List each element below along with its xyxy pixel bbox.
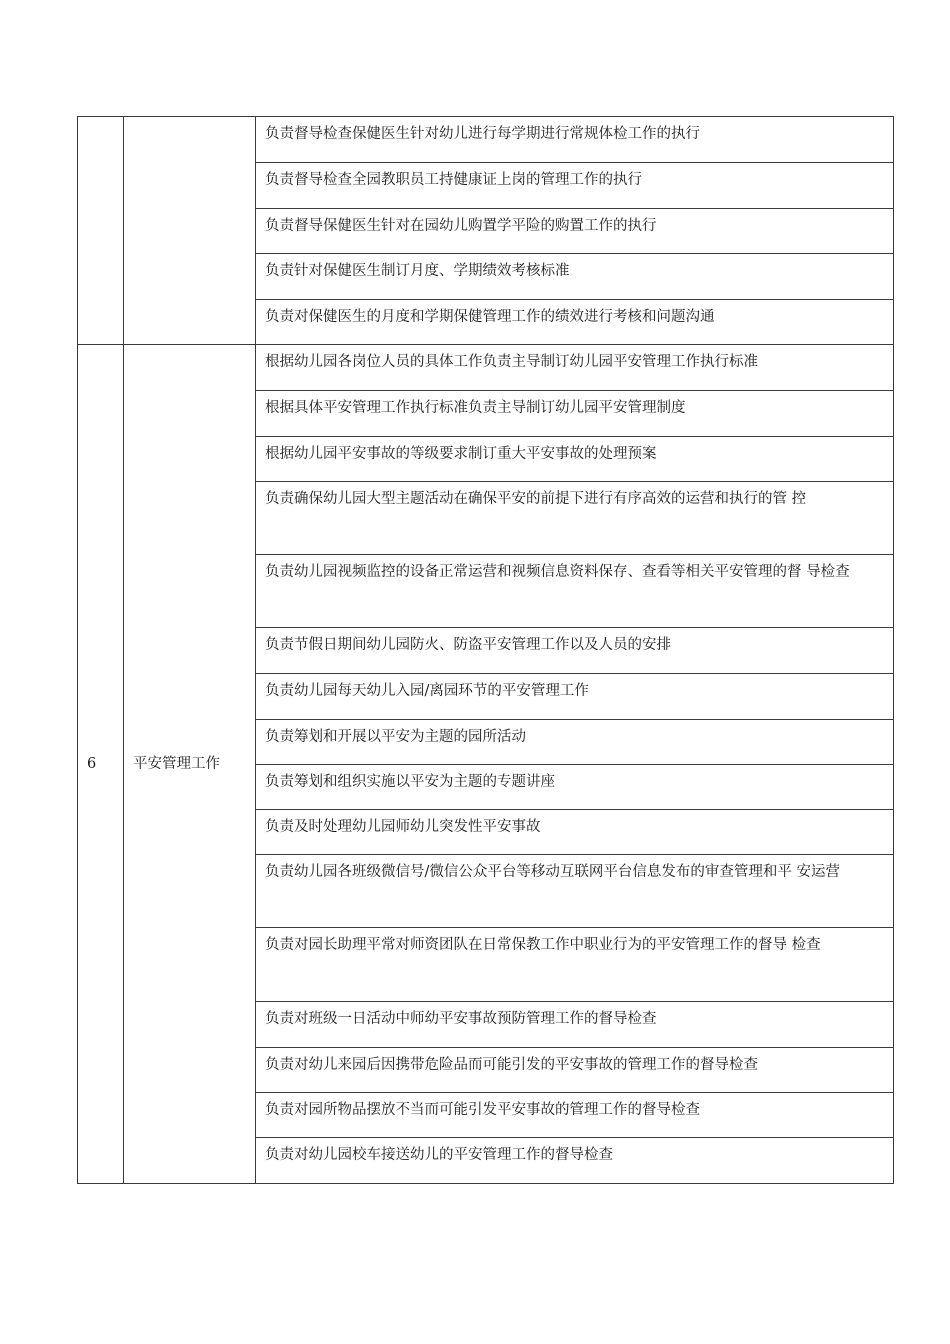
task-text: 负责针对保健医生制订月度、学期绩效考核标准 (265, 263, 570, 279)
task-text: 负责对幼儿来园后因携带危险品而可能引发的平安事故的管理工作的督导检查 (265, 1057, 758, 1073)
task-cell (256, 855, 894, 928)
task-cell (256, 391, 894, 437)
task-cell (256, 254, 894, 300)
task-text: 负责对班级一日活动中师幼平安事故预防管理工作的督导检查 (265, 1011, 657, 1027)
task-cell (256, 482, 894, 555)
task-cell (256, 1002, 894, 1048)
task-text: 根据幼儿园平安事故的等级要求制订重大平安事故的处理预案 (265, 446, 657, 462)
task-cell (256, 1138, 894, 1184)
table-row (78, 117, 894, 163)
task-text: 负责节假日期间幼儿园防火、防盗平安管理工作以及人员的安排 (265, 637, 671, 653)
task-cell (256, 765, 894, 810)
duty-table (77, 116, 894, 1184)
task-text: 负责幼儿园各班级微信号/微信公众平台等移动互联网平台信息发布的审查管理和平 安运营 (265, 864, 840, 880)
task-cell (256, 345, 894, 391)
task-text: 负责及时处理幼儿园师幼儿突发性平安事故 (265, 819, 541, 835)
task-text: 根据具体平安管理工作执行标准负责主导制订幼儿园平安管理制度 (265, 400, 686, 416)
task-text: 负责幼儿园每天幼儿入园/离园环节的平安管理工作 (265, 683, 589, 699)
task-cell (256, 674, 894, 720)
task-cell (256, 437, 894, 482)
task-cell (256, 117, 894, 163)
row-number-cell (78, 117, 124, 345)
task-text: 负责对园长助理平常对师资团队在日常保教工作中职业行为的平安管理工作的督导 检查 (265, 937, 821, 953)
task-cell (256, 928, 894, 1002)
task-cell (256, 810, 894, 855)
task-cell (256, 628, 894, 674)
task-text: 负责督导检查全园教职员工持健康证上岗的管理工作的执行 (265, 172, 642, 188)
task-text: 负责幼儿园视频监控的设备正常运营和视频信息资料保存、查看等相关平安管理的督 导检查 (265, 564, 850, 580)
row-number-cell: 6 (78, 345, 124, 1184)
task-cell (256, 555, 894, 628)
category-cell (124, 117, 256, 345)
task-cell (256, 1048, 894, 1093)
task-text: 负责对幼儿园校车接送幼儿的平安管理工作的督导检查 (265, 1147, 613, 1163)
task-cell (256, 209, 894, 254)
task-cell (256, 300, 894, 345)
task-text: 负责筹划和组织实施以平安为主题的专题讲座 (265, 774, 555, 790)
task-text: 负责确保幼儿园大型主题活动在确保平安的前提下进行有序高效的运营和执行的管 控 (265, 491, 807, 507)
category-cell: 平安管理工作 (124, 345, 256, 1184)
task-text: 负责督导保健医生针对在园幼儿购置学平险的购置工作的执行 (265, 218, 657, 234)
table-row (78, 345, 894, 391)
task-text: 负责筹划和开展以平安为主题的园所活动 (265, 729, 526, 745)
task-cell (256, 720, 894, 765)
task-text: 负责对园所物品摆放不当而可能引发平安事故的管理工作的督导检查 (265, 1102, 700, 1118)
task-text: 负责督导检查保健医生针对幼儿进行每学期进行常规体检工作的执行 (265, 126, 700, 142)
task-cell (256, 1093, 894, 1138)
task-text: 根据幼儿园各岗位人员的具体工作负责主导制订幼儿园平安管理工作执行标准 (265, 354, 758, 370)
task-cell (256, 163, 894, 209)
task-text: 负责对保健医生的月度和学期保健管理工作的绩效进行考核和问题沟通 (265, 309, 715, 325)
